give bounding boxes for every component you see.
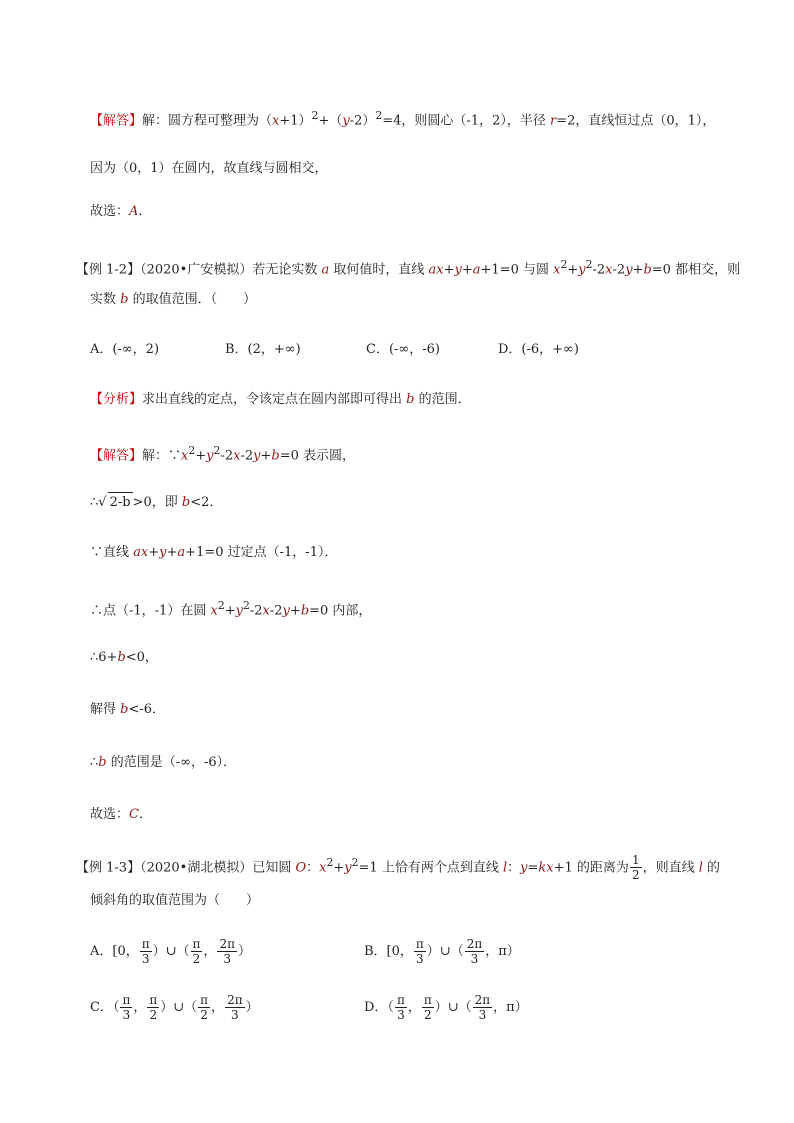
choice-3c: C．（ $\frac{\pi}{3}$ ， $\frac{\pi}{2}$ ）∪（ $\frac{\pi}{2}$ ， $\frac{2\pi}{3}$ ） bbox=[90, 993, 259, 1022]
example-1-3-line-2: 倾斜角的取值范围为（ ） bbox=[90, 893, 260, 908]
solution-2-line-7: ∴b 的范围是（-∞，-6）． bbox=[90, 755, 237, 770]
solution-2-line-5: ∴6+b<0， bbox=[90, 650, 158, 665]
example-1-3-line-1: 【例 1-3】（2020•湖北模拟）已知圆 O：$x^2+y^2=1$ 上恰有两个点到直线 l：y=kx+1 的距离为 $\frac{1}{2}$ ，则直线 l 的 bbox=[76, 853, 721, 883]
solution-2-line-1: 【解答】解：$\because x^2+y^2-2x-2y+b=0$ 表示圆， bbox=[90, 444, 355, 464]
choice-c: C．(-∞，-6) bbox=[366, 342, 440, 357]
example-1-2-line-2: 实数 b 的取值范围．（ ） bbox=[90, 292, 257, 307]
solution-line-3: 故选：A． bbox=[90, 204, 152, 219]
choice-3b: B．[0， $\frac{\pi}{3}$ ）∪（ $\frac{2\pi}{3}$ ，π） bbox=[364, 937, 520, 966]
choice-3a: A．[0， $\frac{\pi}{3}$ ）∪（ $\frac{\pi}{2}$ ， $\frac{2\pi}{3}$ ） bbox=[90, 937, 251, 966]
choice-b: B．(2，+∞) bbox=[225, 342, 301, 357]
solution-2-line-8: 故选：C． bbox=[90, 807, 152, 822]
solution-line-2: 因为（0，1）在圆内，故直线与圆相交， bbox=[90, 161, 328, 176]
solution-2-line-2: ∴√ 2-b >0，即 b<2． bbox=[90, 492, 222, 513]
solution-2-line-4: ∴点（-1，-1）在圆 $x^2+y^2-2x-2y+b=0$ 内部， bbox=[90, 599, 372, 619]
choice-a: A．(-∞，2) bbox=[90, 342, 160, 357]
example-1-2-line-1: 【例 1-2】（2020•广安模拟）若无论实数 a 取何值时，直线 ax+y+a+1=0 与圆 $x^2+y^2-2x-2y+b=0$ 都相交，则 bbox=[76, 258, 741, 278]
analysis-line: 【分析】求出直线的定点，令该定点在圆内部即可得出 b 的范围． bbox=[90, 392, 471, 407]
solution-2-line-6: 解得 b<-6． bbox=[90, 702, 166, 717]
choice-d: D．(-6，+∞) bbox=[498, 342, 579, 357]
choice-3d: D．（ $\frac{\pi}{3}$ ， $\frac{\pi}{2}$ ）∪（ $\frac{2\pi}{3}$ ，π） bbox=[364, 993, 528, 1022]
solution-line-1: 【解答】解：圆方程可整理为$(x+1)^2+(y-2)^2=4$，则圆心（-1，2），半径 r=2，直线恒过点（0，1）， bbox=[90, 109, 716, 129]
solution-2-line-3: ∵直线 ax+y+a+1=0 过定点（-1，-1）． bbox=[90, 545, 338, 560]
